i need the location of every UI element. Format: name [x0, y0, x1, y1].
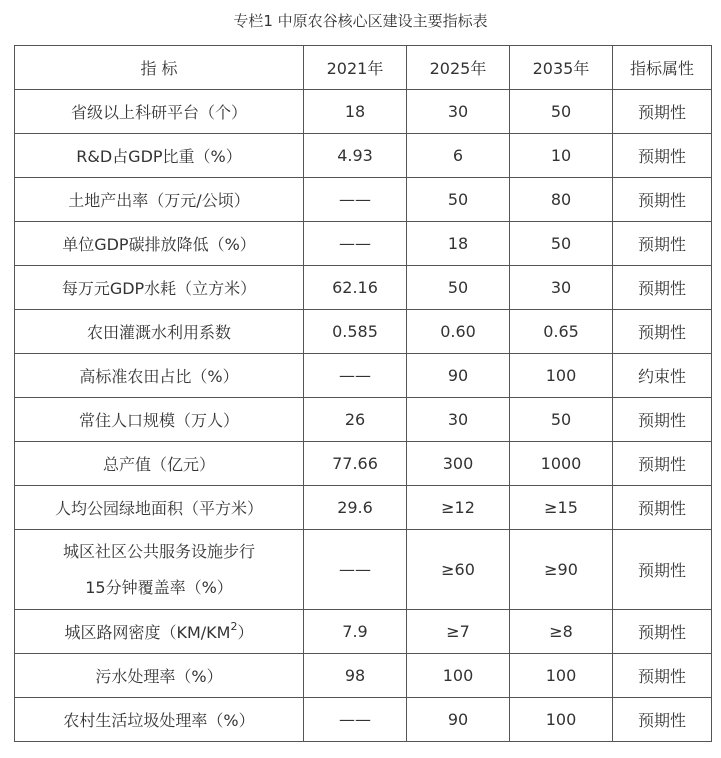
table-row	[15, 698, 712, 742]
indicator-name-line-1: 城区社区公共服务设施步行	[62, 541, 255, 561]
indicator-name: 每万元GDP水耗（立方米）	[15, 266, 304, 310]
indicator-attribute: 预期性	[613, 178, 712, 222]
table-row	[15, 654, 712, 698]
value-2025: 50	[407, 266, 510, 310]
value-2035: 80	[510, 178, 613, 222]
indicator-name: 常住人口规模（万人）	[15, 398, 304, 442]
indicator-attribute: 预期性	[613, 310, 712, 354]
value-2025: ≥7	[407, 610, 510, 654]
value-2021: 7.9	[304, 610, 407, 654]
value-2025: 100	[407, 654, 510, 698]
indicator-name: 污水处理率（%）	[15, 654, 304, 698]
indicator-attribute: 预期性	[613, 134, 712, 178]
value-2021: 26	[304, 398, 407, 442]
indicator-name-text: 城区路网密度（KM/KM	[64, 623, 231, 642]
value-2035: 50	[510, 222, 613, 266]
indicator-name: 省级以上科研平台（个）	[15, 90, 304, 134]
value-2021: 4.93	[304, 134, 407, 178]
indicator-name: 农田灌溉水利用系数	[15, 310, 304, 354]
table-header-row	[15, 46, 712, 90]
indicator-name: 总产值（亿元）	[15, 442, 304, 486]
indicator-attribute: 预期性	[613, 610, 712, 654]
value-2021: 62.16	[304, 266, 407, 310]
indicator-name	[15, 610, 304, 654]
table-row	[15, 610, 712, 654]
indicator-attribute: 预期性	[613, 486, 712, 530]
indicator-attribute: 预期性	[613, 654, 712, 698]
indicator-attribute: 预期性	[613, 442, 712, 486]
column-header-attribute: 指标属性	[613, 46, 712, 90]
value-2021: ——	[304, 354, 407, 398]
indicator-name	[15, 530, 304, 610]
value-2035: 10	[510, 134, 613, 178]
indicator-name: 农村生活垃圾处理率（%）	[15, 698, 304, 742]
value-2021: ——	[304, 178, 407, 222]
indicator-name: 人均公园绿地面积（平方米）	[15, 486, 304, 530]
value-2035: 30	[510, 266, 613, 310]
table-row	[15, 266, 712, 310]
value-2025: 300	[407, 442, 510, 486]
value-2025: 90	[407, 354, 510, 398]
value-2025: ≥60	[407, 530, 510, 610]
table-caption: 专栏1 中原农谷核心区建设主要指标表	[233, 12, 488, 30]
indicator-attribute: 预期性	[613, 222, 712, 266]
indicator-name-tail: ）	[237, 623, 254, 642]
indicator-attribute: 预期性	[613, 698, 712, 742]
table-row	[15, 442, 712, 486]
value-2035: 50	[510, 90, 613, 134]
table-row	[15, 222, 712, 266]
value-2021: ——	[304, 530, 407, 610]
column-header-2021: 2021年	[304, 46, 407, 90]
indicator-attribute: 预期性	[613, 398, 712, 442]
indicator-table	[14, 45, 712, 742]
value-2021: 77.66	[304, 442, 407, 486]
value-2035: ≥15	[510, 486, 613, 530]
value-2025: 6	[407, 134, 510, 178]
value-2025: 30	[407, 398, 510, 442]
value-2035: 100	[510, 654, 613, 698]
indicator-attribute: 预期性	[613, 266, 712, 310]
indicator-attribute: 预期性	[613, 90, 712, 134]
table-row	[15, 178, 712, 222]
indicator-name: 土地产出率（万元/公顷）	[15, 178, 304, 222]
value-2035: 0.65	[510, 310, 613, 354]
indicator-name: R&D占GDP比重（%）	[15, 134, 304, 178]
table-row	[15, 90, 712, 134]
table-row	[15, 354, 712, 398]
table-row	[15, 530, 712, 610]
superscript: 2	[230, 619, 238, 633]
indicator-name: 高标准农田占比（%）	[15, 354, 304, 398]
value-2035: ≥90	[510, 530, 613, 610]
table-row	[15, 310, 712, 354]
indicator-name: 单位GDP碳排放降低（%）	[15, 222, 304, 266]
value-2021: ——	[304, 698, 407, 742]
value-2025: ≥12	[407, 486, 510, 530]
value-2021: 0.585	[304, 310, 407, 354]
indicator-name-line-2: 15分钟覆盖率（%）	[85, 577, 233, 597]
value-2021: 29.6	[304, 486, 407, 530]
value-2025: 18	[407, 222, 510, 266]
value-2035: ≥8	[510, 610, 613, 654]
value-2025: 0.60	[407, 310, 510, 354]
table-row	[15, 134, 712, 178]
table-row	[15, 398, 712, 442]
value-2035: 100	[510, 354, 613, 398]
value-2021: 98	[304, 654, 407, 698]
value-2021: ——	[304, 222, 407, 266]
value-2035: 100	[510, 698, 613, 742]
value-2035: 1000	[510, 442, 613, 486]
column-header-2025: 2025年	[407, 46, 510, 90]
column-header-2035: 2035年	[510, 46, 613, 90]
indicator-attribute: 约束性	[613, 354, 712, 398]
value-2025: 30	[407, 90, 510, 134]
table-row	[15, 486, 712, 530]
value-2025: 90	[407, 698, 510, 742]
indicator-attribute: 预期性	[613, 530, 712, 610]
column-header-indicator: 指 标	[15, 46, 304, 90]
value-2021: 18	[304, 90, 407, 134]
value-2025: 50	[407, 178, 510, 222]
value-2035: 50	[510, 398, 613, 442]
